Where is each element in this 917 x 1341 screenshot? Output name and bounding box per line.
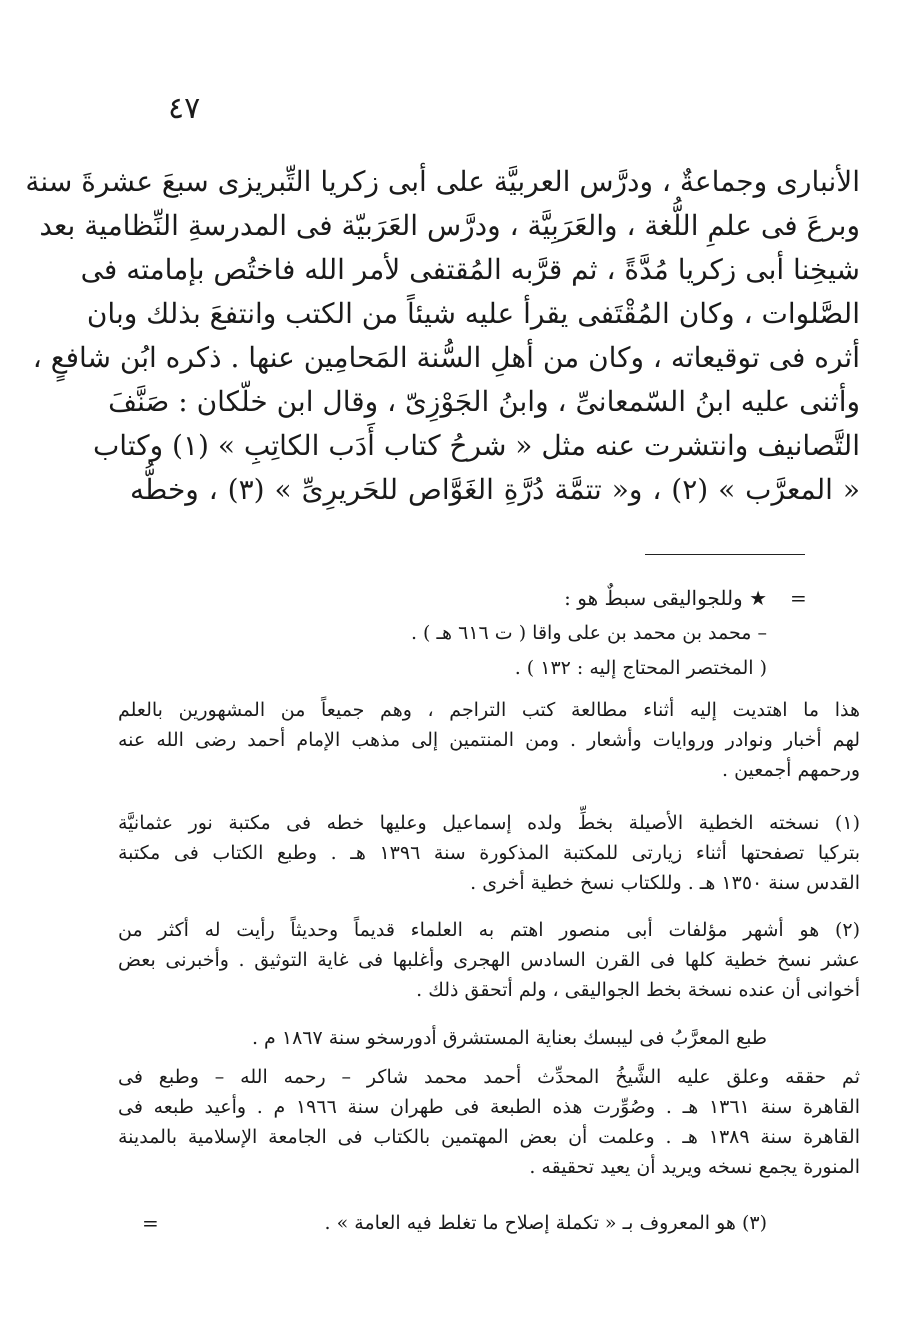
footnote-separator	[645, 554, 805, 555]
footnote-line: المنورة يجمع نسخه ويريد أن يعيد تحقيقه .	[529, 1156, 860, 1178]
main-line: وأثنى عليه ابنُ السّمعانىِّ ، وابنُ الجَوْزِىّ ، وقال ابن خلّكان : صَنَّفَ	[108, 385, 860, 418]
continuation-marker: =	[790, 586, 807, 610]
main-line: الأنبارى وجماعةٌ ، ودرَّس العربيَّة على أبى زكريا التِّبريزى سبعَ عشرةَ سنة	[25, 165, 860, 198]
footnote-print-note: طبع المعرَّبُ فى ليبسك بعناية المستشرق أدورسخو سنة ١٨٦٧ م .	[251, 1027, 767, 1049]
footnote-line: ورحمهم أجمعين .	[722, 759, 860, 781]
continuation-marker: =	[142, 1211, 159, 1235]
footnote-line: لهم أخبار ونوادر وروايات وأشعار . ومن المنتمين إلى مذهب الإمام أحمد رضى الله عنه	[118, 729, 860, 751]
footnote-line: القاهرة سنة ١٣٦١ هـ . وصُوِّرت هذه الطبعة فى طهران سنة ١٩٦٦ م . وأعيد طبعه فى	[118, 1096, 860, 1118]
footnote-line: ثم حققه وعلق عليه الشَّيخُ المحدِّث أحمد محمد شاكر – رحمه الله – وطبع فى	[118, 1066, 860, 1088]
main-line: التَّصانيف وانتشرت عنه مثل « شرحُ كتاب أَدَب الكاتِبِ » (١) وكتاب	[92, 429, 860, 462]
footnote-line: (٢) هو أشهر مؤلفات أبى منصور اهتم به العلماء قديماً وحديثاً رأيت له أكثر من	[118, 919, 860, 941]
footnote-2	[118, 915, 860, 1005]
footnote-edit-note	[118, 1062, 860, 1182]
footnote-dash-line: – محمد بن محمد بن على واقا ( ت ٦١٦ هـ ) .	[410, 622, 767, 644]
main-line: الصَّلوات ، وكان المُقْتَفى يقرأ عليه شيئاً من الكتب وانتفعَ بذلك وبان	[86, 297, 860, 330]
main-text	[25, 160, 861, 512]
footnote-reference-line: ( المختصر المحتاج إليه : ١٣٢ ) .	[514, 657, 767, 679]
footnote-line: عشر نسخ خطية كلها فى القرن السادس الهجرى وأغلبها فى غاية التوثيق . وأخبرنى بعض	[118, 949, 860, 971]
main-line: أثره فى توقيعاته ، وكان من أهلِ السُّنة المَحامِين عنها . ذكره ابُن شافعٍ ،	[32, 341, 860, 374]
main-line: شيخِنا أبى زكريا مُدَّةً ، ثم قرَّبه المُقتفى لأمر الله فاختُص بإمامته فى	[80, 253, 860, 286]
footnote-line: بتركيا تصفحتها أثناء زيارتى للمكتبة المذكورة سنة ١٣٩٦ هـ . وطبع الكتاب فى مكتبة	[118, 842, 860, 864]
main-line: وبرعَ فى علمِ اللُّغة ، والعَرَبِيَّة ، ودرَّس العَرَبيّة فى المدرسةِ النِّظامية بعد	[39, 209, 860, 242]
page-number: ٤٧	[168, 91, 201, 126]
footnote-1	[118, 808, 860, 898]
footnote-summary	[118, 695, 860, 785]
footnote-line: القدس سنة ١٣٥٠ هـ . وللكتاب نسخ خطية أخرى .	[470, 872, 860, 894]
footnote-line: هذا ما اهتديت إليه أثناء مطالعة كتب التراجم ، وهم جميعاً من المشهورين بالعلم	[118, 699, 860, 721]
footnote-line: (١) نسخته الخطية الأصيلة بخطِّ ولده إسماعيل وعليها خطه فى مكتبة نور عثمانيَّة	[118, 812, 860, 834]
footnote-line: أخوانى أن عنده نسخة بخط الجواليقى ، ولم أتحقق ذلك .	[416, 979, 860, 1001]
footnote-star-line: ★ وللجواليقى سبطٌ هو :	[564, 586, 767, 610]
footnote-line: القاهرة سنة ١٣٨٩ هـ . وعلمت أن بعض المهتمين بالكتاب فى الجامعة الإسلامية بالمدينة	[118, 1126, 860, 1148]
main-line: « المعرَّب » (٢) ، و« تتمَّة دُرَّةِ الغَوَّاص للحَريرِىِّ » (٣) ، وخطُّه	[130, 473, 861, 506]
footnote-3: (٣) هو المعروف بـ « تكملة إصلاح ما تغلط فيه العامة » .	[324, 1212, 767, 1234]
